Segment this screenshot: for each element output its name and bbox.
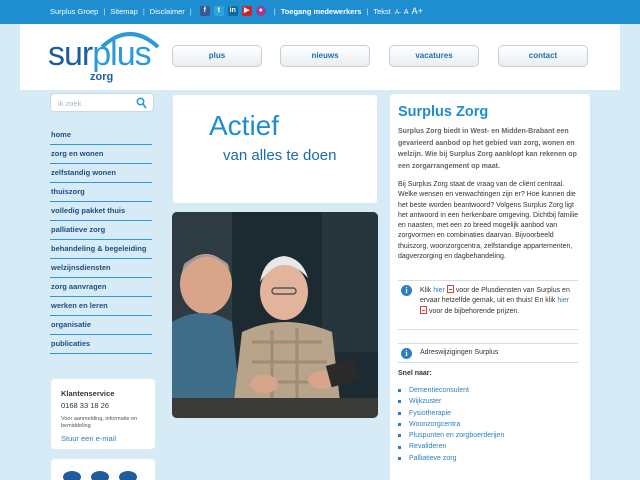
link-toegang-medewerkers[interactable] (281, 7, 362, 16)
separator: | (366, 6, 369, 16)
header (20, 24, 620, 90)
snel-link-label: Dementieconsulent (409, 387, 469, 394)
separator: | (103, 6, 106, 16)
main-content (390, 94, 590, 480)
sidebar-menu (50, 126, 152, 354)
snel-link-label: Pluspunten en zorgboerderijen (409, 432, 505, 440)
info-box-adres (398, 343, 578, 363)
menu-item-organisatie[interactable]: organisatie (50, 316, 152, 335)
partner-logos (50, 458, 156, 480)
youtube-icon[interactable]: ▶ (242, 6, 252, 16)
link-hier-prijzen[interactable]: hier (557, 297, 570, 304)
pdf-icon[interactable] (447, 285, 454, 293)
font-larger-button[interactable]: A+ (411, 6, 423, 16)
menu-item-volledig-pakket-thuis[interactable]: volledig pakket thuis (50, 202, 152, 221)
snel-link-label: Palliatieve zorg (409, 454, 457, 462)
social-icons (200, 6, 266, 16)
info-text-part1: voor de Plusdiensten van Surplus en ervaar hetzelfde gemak, uit en thuis! En klik (420, 287, 570, 304)
logo[interactable] (48, 27, 158, 87)
body-text: Bij Surplus Zorg staat de vraag van de cliënt centraal. Welke wensen en verwachtingen zijn er? Hoe kunnen die het beste worden beantwoord? Volgens Surplus Zorg ligt het antwoord in een herkenbare omgeving. Dichtbij familie en naasten, met een zo breed mogelijk aanbod van zorgvormen en combinaties daarvan. Bijvoorbeeld thuiszorg, woonzorgcentra, zelfstandige appartementen, dagverzorging en dagbehandeling. (398, 181, 579, 261)
klantenservice-box (50, 378, 156, 450)
menu-item-welzijnsdiensten[interactable]: welzijnsdiensten (50, 259, 152, 278)
link-sitemap[interactable]: Sitemap (110, 6, 138, 16)
logo-text-plus: plus (92, 35, 151, 73)
info-klik: Klik (420, 287, 432, 294)
logo-sub: zorg (90, 71, 114, 83)
list-item[interactable] (398, 408, 504, 419)
list-item[interactable] (398, 385, 504, 396)
menu-item-werken-en-leren[interactable]: werken en leren (50, 297, 152, 316)
search-placeholder: ik zoek (58, 99, 82, 108)
menu-item-palliatieve-zorg[interactable]: palliatieve zorg (50, 221, 152, 240)
intro-text: Surplus Zorg biedt in West- en Midden-Brabant een gevarieerd aanbod op het gebied van zorg, wonen en welzijn. Wie bij Surplus Zorg aanklopt kan rekenen op een zorgarrangement op maat. (398, 128, 577, 170)
page-title: Surplus Zorg (398, 104, 489, 120)
snel-naar-label: Snel naar: (398, 370, 432, 377)
font-normal-button[interactable]: A (403, 9, 409, 16)
list-item[interactable] (398, 430, 504, 441)
list-item[interactable] (398, 441, 504, 452)
info-icon: i (401, 348, 412, 359)
font-smaller-button[interactable]: A- (394, 10, 401, 16)
twitter-icon[interactable]: t (214, 6, 224, 16)
bullet-icon (398, 446, 401, 449)
linkedin-icon[interactable]: in (229, 7, 236, 14)
separator: | (142, 6, 145, 16)
elderly-men-photo (172, 212, 378, 418)
nav-nieuws[interactable]: nieuws (280, 45, 370, 67)
email-link[interactable]: Stuur een e-mail (61, 434, 117, 443)
top-bar (0, 0, 640, 24)
menu-item-zorg-en-wonen[interactable]: zorg en wonen (50, 145, 152, 164)
snel-link-label: Fysiotherapie (409, 409, 452, 417)
facebook-icon[interactable]: f (200, 6, 210, 16)
bullet-icon (398, 389, 401, 392)
search-icon[interactable] (136, 97, 147, 109)
banner-title: Actief (209, 110, 280, 141)
snel-link-label: Woonzorgcentra (409, 420, 461, 428)
separator: | (189, 6, 192, 16)
menu-item-zorg-aanvragen[interactable]: zorg aanvragen (50, 278, 152, 297)
partner-logo-icon[interactable] (119, 471, 137, 480)
info-text-part2: voor de bijbehorende prijzen. (428, 308, 520, 315)
list-item[interactable] (398, 396, 504, 407)
list-item[interactable] (398, 419, 504, 430)
bullet-icon (398, 457, 401, 460)
menu-item-thuiszorg[interactable]: thuiszorg (50, 183, 152, 202)
nav-plus[interactable]: plus (172, 45, 262, 67)
partner-logo-icon[interactable] (63, 471, 81, 480)
pdf-icon[interactable] (420, 306, 427, 314)
bullet-icon (398, 423, 401, 426)
banner (172, 94, 378, 204)
menu-item-publicaties[interactable]: publicaties (50, 335, 152, 354)
access-label: Toegang medewerkers (280, 6, 362, 16)
logo-text (48, 37, 151, 71)
nav-vacatures[interactable]: vacatures (389, 45, 479, 67)
info-icon: i (401, 285, 412, 296)
klantenservice-phone: 0168 33 18 26 (61, 401, 109, 410)
menu-item-home[interactable]: home (50, 126, 152, 145)
menu-item-zelfstandig-wonen[interactable]: zelfstandig wonen (50, 164, 152, 183)
info-box-plusdiensten (398, 280, 578, 330)
menu-item-behandeling[interactable]: behandeling & begeleiding (50, 240, 152, 259)
klantenservice-title: Klantenservice (61, 389, 115, 398)
snel-link-label: Wijkzuster (409, 398, 442, 406)
list-item[interactable] (398, 453, 504, 464)
top-links (50, 6, 423, 16)
klantenservice-info: Voor aanmelding, informatie en bemiddeling (61, 416, 138, 429)
search-input[interactable] (50, 93, 154, 112)
link-hier-plusdiensten[interactable]: hier (433, 287, 445, 294)
link-surplus-groep[interactable]: Surplus Groep (50, 6, 99, 16)
info-box-text (420, 285, 576, 317)
logo-text-sur: sur (48, 35, 93, 73)
nav-contact[interactable]: contact (498, 45, 588, 67)
link-disclaimer[interactable]: Disclaimer (149, 6, 185, 16)
tekst-label: Tekst (373, 6, 391, 16)
other-icon[interactable]: ● (256, 6, 266, 16)
snel-link-label: Revalideren (409, 443, 447, 451)
bullet-icon (398, 434, 401, 437)
bullet-icon (398, 400, 401, 403)
bullet-icon (398, 412, 401, 415)
snel-naar-list (398, 385, 504, 464)
partner-logo-icon[interactable] (91, 471, 109, 480)
banner-subtitle: van alles te doen (223, 147, 337, 164)
link-adreswijzigingen[interactable]: Adreswijzigingen Surplus (420, 349, 499, 356)
font-size-controls (395, 6, 423, 16)
separator: | (273, 6, 276, 16)
